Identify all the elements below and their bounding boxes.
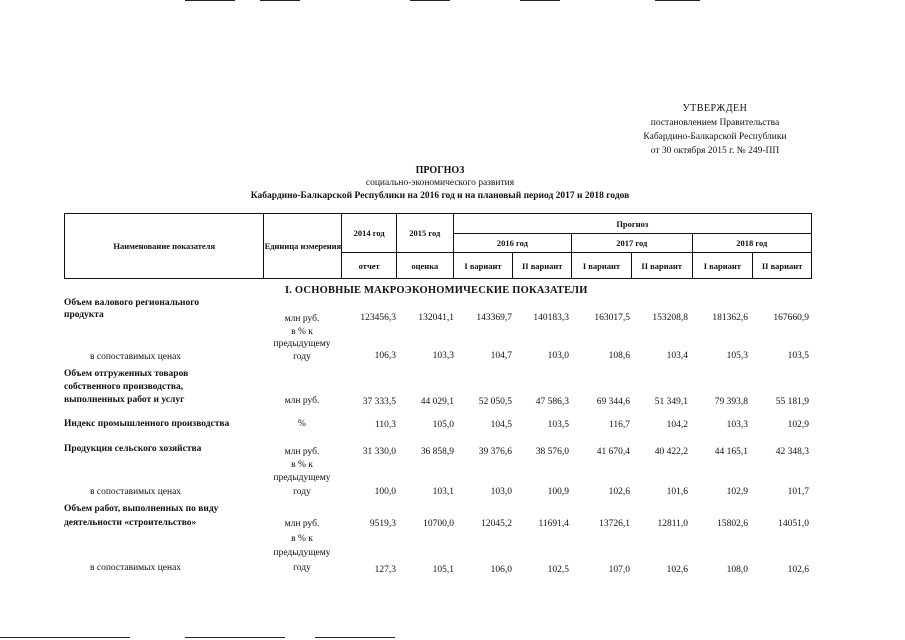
col-indicator: Наименование показателя <box>65 214 264 279</box>
construction-v-2014: 9519,3 <box>369 519 396 529</box>
shipped-unit: млн руб. <box>284 396 320 406</box>
construction-v-2018-1: 15802,6 <box>717 519 748 529</box>
grp-v-2016-2: 140183,3 <box>533 313 569 323</box>
agri-p-2018-2: 101,7 <box>787 487 809 497</box>
col-unit: Единица измерения <box>264 214 342 279</box>
agri-p-2014: 100,0 <box>374 487 396 497</box>
construction-label-1: Объем работ, выполненных по виду <box>64 504 219 514</box>
scan-line-bottom-2 <box>185 637 285 638</box>
construction-v-2015: 10700,0 <box>423 519 454 529</box>
agri-comparable: в сопоставимых ценах <box>90 487 182 497</box>
grp-label-1: Объем валового регионального <box>64 298 200 308</box>
industrial-unit: % <box>298 419 306 429</box>
construction-v-2017-2: 12811,0 <box>657 519 688 529</box>
scan-line-top-5 <box>655 0 700 1</box>
grp-p-2015: 103,3 <box>432 351 454 361</box>
construction-p-2018-1: 108,0 <box>726 565 748 575</box>
scan-line-bottom-1 <box>0 637 130 638</box>
industrial-v-2016-1: 104,5 <box>490 420 512 430</box>
agri-unit: млн руб. <box>284 447 320 457</box>
construction-label-2: деятельности «строительство» <box>64 518 197 528</box>
construction-p-2018-2: 102,6 <box>787 565 809 575</box>
col-forecast: Прогноз <box>453 214 811 234</box>
col-2018-var1: I вариант <box>692 253 753 279</box>
construction-p-2017-1: 107,0 <box>608 565 630 575</box>
agri-v-2015: 36 858,9 <box>420 447 454 457</box>
col-2015: 2015 год <box>396 214 453 253</box>
grp-v-2018-2: 167660,9 <box>773 313 809 323</box>
agri-p-2017-2: 101,6 <box>666 487 688 497</box>
document-heading <box>150 164 730 203</box>
construction-p-2015: 105,1 <box>432 565 454 575</box>
agri-unit-pct-3: году <box>293 487 311 497</box>
construction-v-2016-2: 11691,4 <box>538 519 569 529</box>
scan-line-top-2 <box>260 0 300 1</box>
industrial-label: Индекс промышленного производства <box>64 419 230 429</box>
col-2016: 2016 год <box>453 234 571 253</box>
grp-p-2017-1: 108,6 <box>608 351 630 361</box>
construction-unit: млн руб. <box>284 519 320 529</box>
industrial-v-2018-2: 102,9 <box>787 420 809 430</box>
shipped-v-2016-2: 47 586,3 <box>535 397 569 407</box>
shipped-label-3: выполненных работ и услуг <box>64 395 185 405</box>
grp-p-2018-2: 103,5 <box>787 351 809 361</box>
grp-v-2018-1: 181362,6 <box>712 313 748 323</box>
heading-title: ПРОГНОЗ <box>415 165 465 176</box>
scan-line-top-1 <box>185 0 235 1</box>
approval-block <box>600 102 830 158</box>
agri-p-2018-1: 102,9 <box>726 487 748 497</box>
grp-p-2014: 106,3 <box>374 351 396 361</box>
col-2014-report: отчет <box>342 253 397 279</box>
col-2018-var2: II вариант <box>753 253 812 279</box>
shipped-label-2: собственного производства, <box>64 382 184 392</box>
agri-v-2014: 31 330,0 <box>362 447 396 457</box>
shipped-v-2018-1: 79 393,8 <box>714 397 748 407</box>
agri-p-2015: 103,1 <box>432 487 454 497</box>
agri-v-2016-1: 39 376,6 <box>478 447 512 457</box>
industrial-v-2017-2: 104,2 <box>666 420 688 430</box>
table-header <box>64 213 812 279</box>
col-2017-var1: I вариант <box>572 253 632 279</box>
grp-unit: млн руб. <box>284 314 320 324</box>
shipped-label-1: Объем отгруженных товаров <box>64 369 189 379</box>
grp-unit-pct-2: предыдущему <box>273 339 331 349</box>
construction-unit-pct-2: предыдущему <box>273 548 331 558</box>
construction-p-2016-1: 106,0 <box>490 565 512 575</box>
col-2015-estimate: оценка <box>396 253 453 279</box>
grp-p-2017-2: 103,4 <box>666 351 688 361</box>
construction-v-2017-1: 13726,1 <box>599 519 630 529</box>
scan-line-top-3 <box>410 0 450 1</box>
col-2017-var2: II вариант <box>631 253 692 279</box>
agri-v-2018-2: 42 348,3 <box>775 447 809 457</box>
shipped-v-2018-2: 55 181,9 <box>775 397 809 407</box>
grp-comparable: в сопоставимых ценах <box>90 352 182 362</box>
construction-v-2016-1: 12045,2 <box>481 519 512 529</box>
col-2017: 2017 год <box>572 234 692 253</box>
col-2018: 2018 год <box>692 234 811 253</box>
approval-line-2: Кабардино-Балкарской Республики <box>643 132 787 142</box>
construction-comparable: в сопоставимых ценах <box>90 563 182 573</box>
approval-line-1: постановлением Правительства <box>650 118 780 128</box>
agri-label: Продукция сельского хозяйства <box>64 444 202 454</box>
grp-p-2018-1: 105,3 <box>726 351 748 361</box>
grp-p-2016-1: 104,7 <box>490 351 512 361</box>
grp-p-2016-2: 103,0 <box>547 351 569 361</box>
heading-subtitle: социально-экономического развития <box>365 178 515 188</box>
col-2016-var1: I вариант <box>453 253 513 279</box>
grp-label-2: продукта <box>64 310 104 320</box>
approval-line-3: от 30 октября 2015 г. № 249-ПП <box>650 146 780 156</box>
agri-v-2017-1: 41 670,4 <box>596 447 630 457</box>
shipped-v-2015: 44 029,1 <box>420 397 454 407</box>
section-title: I. ОСНОВНЫЕ МАКРОЭКОНОМИЧЕСКИЕ ПОКАЗАТЕЛИ <box>285 285 588 296</box>
grp-v-2014: 123456,3 <box>360 313 396 323</box>
agri-v-2016-2: 38 576,0 <box>535 447 569 457</box>
agri-v-2017-2: 40 422,2 <box>654 447 688 457</box>
construction-p-2016-2: 102,5 <box>547 565 569 575</box>
shipped-v-2017-2: 51 349,1 <box>654 397 688 407</box>
industrial-v-2016-2: 103,5 <box>547 420 569 430</box>
agri-unit-pct-2: предыдущему <box>273 473 331 483</box>
approval-title: УТВЕРЖДЕН <box>682 103 748 114</box>
scan-line-top-4 <box>520 0 560 1</box>
col-2014: 2014 год <box>342 214 397 253</box>
agri-p-2016-2: 100,9 <box>547 487 569 497</box>
heading-period: Кабардино-Балкарской Республики на 2016 год и на плановый период 2017 и 2018 годов <box>250 191 630 201</box>
scan-line-bottom-3 <box>315 637 395 638</box>
agri-p-2016-1: 103,0 <box>490 487 512 497</box>
shipped-v-2017-1: 69 344,6 <box>596 397 630 407</box>
construction-unit-pct-3: году <box>293 563 311 573</box>
shipped-v-2016-1: 52 050,5 <box>478 397 512 407</box>
grp-v-2016-1: 143369,7 <box>476 313 512 323</box>
agri-v-2018-1: 44 165,1 <box>714 447 748 457</box>
construction-unit-pct-1: в % к <box>291 534 313 544</box>
agri-p-2017-1: 102,6 <box>608 487 630 497</box>
agri-unit-pct-1: в % к <box>291 460 313 470</box>
industrial-v-2014: 110,3 <box>374 420 396 430</box>
shipped-v-2014: 37 333,5 <box>362 397 396 407</box>
industrial-v-2018-1: 103,3 <box>726 420 748 430</box>
grp-unit-pct-3: году <box>293 352 311 362</box>
grp-unit-pct-1: в % к <box>291 327 313 337</box>
construction-p-2014: 127,3 <box>374 565 396 575</box>
grp-v-2017-1: 163017,5 <box>594 313 630 323</box>
industrial-v-2015: 105,0 <box>432 420 454 430</box>
grp-v-2017-2: 153208,8 <box>652 313 688 323</box>
industrial-v-2017-1: 116,7 <box>608 420 630 430</box>
construction-v-2018-2: 14051,0 <box>778 519 809 529</box>
grp-v-2015: 132041,1 <box>418 313 454 323</box>
construction-p-2017-2: 102,6 <box>666 565 688 575</box>
col-2016-var2: II вариант <box>513 253 572 279</box>
